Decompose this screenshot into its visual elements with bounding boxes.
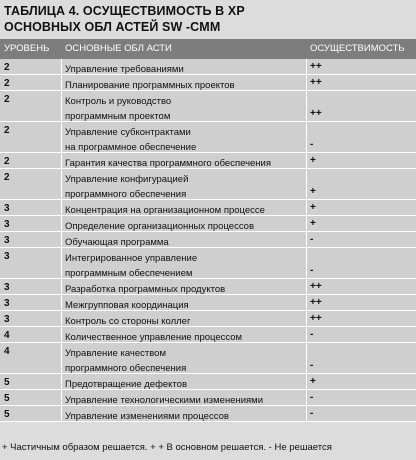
cell-area: Контроль со стороны коллег	[65, 316, 191, 327]
column-divider	[61, 200, 62, 215]
table-row	[0, 200, 416, 216]
cell-area: Интегрированное управление программным обеспечением	[65, 253, 198, 279]
cell-level: 3	[4, 282, 10, 293]
cell-feasibility: -	[310, 392, 314, 403]
column-divider	[61, 59, 62, 74]
cell-area: Предотвращение дефектов	[65, 379, 188, 390]
cell-area: Межгрупповая координация	[65, 300, 189, 311]
table-row	[0, 59, 416, 75]
cell-level: 3	[4, 219, 10, 230]
cell-area: Управление изменениями процессов	[65, 411, 229, 422]
cell-level: 2	[4, 94, 10, 105]
cell-area: Планирование программных проектов	[65, 80, 235, 91]
table-row	[0, 153, 416, 169]
column-divider	[306, 327, 307, 342]
table-row	[0, 169, 416, 200]
cell-feasibility: -	[310, 139, 314, 150]
cell-area: Управление требованиями	[65, 64, 184, 75]
cell-area: Гарантия качества программного обеспечения	[65, 158, 271, 169]
cell-feasibility: +	[310, 186, 316, 197]
column-divider	[61, 295, 62, 310]
column-divider	[306, 59, 307, 74]
cell-feasibility: -	[310, 265, 314, 276]
column-divider	[306, 295, 307, 310]
column-divider	[61, 169, 62, 199]
header-level: УРОВЕНЬ	[4, 43, 50, 54]
table-row	[0, 327, 416, 343]
cell-feasibility: +	[310, 155, 316, 166]
cell-level: 5	[4, 409, 10, 420]
column-divider	[306, 216, 307, 231]
cell-area: Определение организационных процессов	[65, 221, 255, 232]
cell-level: 2	[4, 62, 10, 73]
column-divider	[61, 153, 62, 168]
table-row	[0, 122, 416, 153]
table-row	[0, 279, 416, 295]
table-body	[0, 59, 416, 422]
column-divider	[61, 216, 62, 231]
cell-area: Управление технологическими изменениями	[65, 395, 264, 406]
cell-area: Управление качеством программного обеспечения	[65, 348, 187, 374]
header-feasibility: ОСУЩЕСТВИМОСТЬ	[310, 43, 405, 54]
column-divider	[306, 75, 307, 90]
title-line-2: ОСНОВНЫХ ОБЛ АСТЕЙ SW -CMM	[4, 20, 221, 34]
cell-level: 4	[4, 346, 10, 357]
table-header	[0, 39, 416, 59]
cell-area: Управление конфигурацией программного обеспечения	[65, 174, 189, 200]
cell-level: 3	[4, 251, 10, 262]
cell-feasibility: -	[310, 234, 314, 245]
cell-feasibility: +	[310, 202, 316, 213]
cell-feasibility: +	[310, 376, 316, 387]
cell-level: 3	[4, 298, 10, 309]
cell-feasibility: ++	[310, 313, 322, 324]
cell-area: Разработка программных продуктов	[65, 284, 226, 295]
footnote: + Частичным образом решается. + + В основном решается. - Не решается	[2, 442, 332, 453]
cell-level: 2	[4, 125, 10, 136]
cell-level: 3	[4, 203, 10, 214]
cell-feasibility: ++	[310, 297, 322, 308]
table-row	[0, 343, 416, 374]
table-row	[0, 311, 416, 327]
cell-feasibility: ++	[310, 108, 322, 119]
column-divider	[306, 91, 307, 121]
column-divider	[61, 390, 62, 405]
column-divider	[61, 122, 62, 152]
table-row	[0, 232, 416, 248]
column-divider	[306, 232, 307, 247]
column-divider	[306, 343, 307, 373]
table-row	[0, 295, 416, 311]
cell-level: 2	[4, 172, 10, 183]
cell-feasibility: -	[310, 329, 314, 340]
column-divider	[61, 327, 62, 342]
cell-area: Количественное управление процессом	[65, 332, 243, 343]
table-row	[0, 406, 416, 422]
table-row	[0, 216, 416, 232]
column-divider	[61, 232, 62, 247]
column-divider	[306, 169, 307, 199]
cell-level: 2	[4, 78, 10, 89]
column-divider	[61, 343, 62, 373]
cell-feasibility: ++	[310, 61, 322, 72]
column-divider	[306, 122, 307, 152]
cell-feasibility: -	[310, 408, 314, 419]
cell-level: 3	[4, 314, 10, 325]
table-row	[0, 390, 416, 406]
column-divider	[61, 311, 62, 326]
cell-level: 5	[4, 377, 10, 388]
cell-feasibility: +	[310, 218, 316, 229]
column-divider	[306, 248, 307, 278]
cell-area: Обучающая программа	[65, 237, 169, 248]
column-divider	[61, 374, 62, 389]
cell-level: 4	[4, 330, 10, 341]
cell-level: 5	[4, 393, 10, 404]
column-divider	[306, 200, 307, 215]
table-row	[0, 374, 416, 390]
table-row	[0, 75, 416, 91]
column-divider	[61, 91, 62, 121]
column-divider	[306, 279, 307, 294]
column-divider	[61, 279, 62, 294]
cell-feasibility: -	[310, 360, 314, 371]
cell-feasibility: ++	[310, 77, 322, 88]
column-divider	[61, 248, 62, 278]
column-divider	[306, 311, 307, 326]
column-divider	[306, 406, 307, 421]
column-divider	[306, 374, 307, 389]
title-line-1: ТАБЛИЦА 4. ОСУЩЕСТВИМОСТЬ В XP	[4, 4, 245, 18]
column-divider	[306, 153, 307, 168]
cell-area: Контроль и руководство программным проектом	[65, 96, 172, 122]
table-row	[0, 248, 416, 279]
column-divider	[306, 390, 307, 405]
table-title	[4, 3, 412, 35]
table-row	[0, 91, 416, 122]
header-area: ОСНОВНЫЕ ОБЛ АСТИ	[65, 43, 172, 54]
cell-area: Концентрация на организационном процессе	[65, 205, 265, 216]
cell-area: Управление субконтрактами на программное обеспечение	[65, 127, 197, 153]
cell-level: 2	[4, 156, 10, 167]
cell-feasibility: ++	[310, 281, 322, 292]
column-divider	[61, 75, 62, 90]
cell-level: 3	[4, 235, 10, 246]
column-divider	[61, 406, 62, 421]
